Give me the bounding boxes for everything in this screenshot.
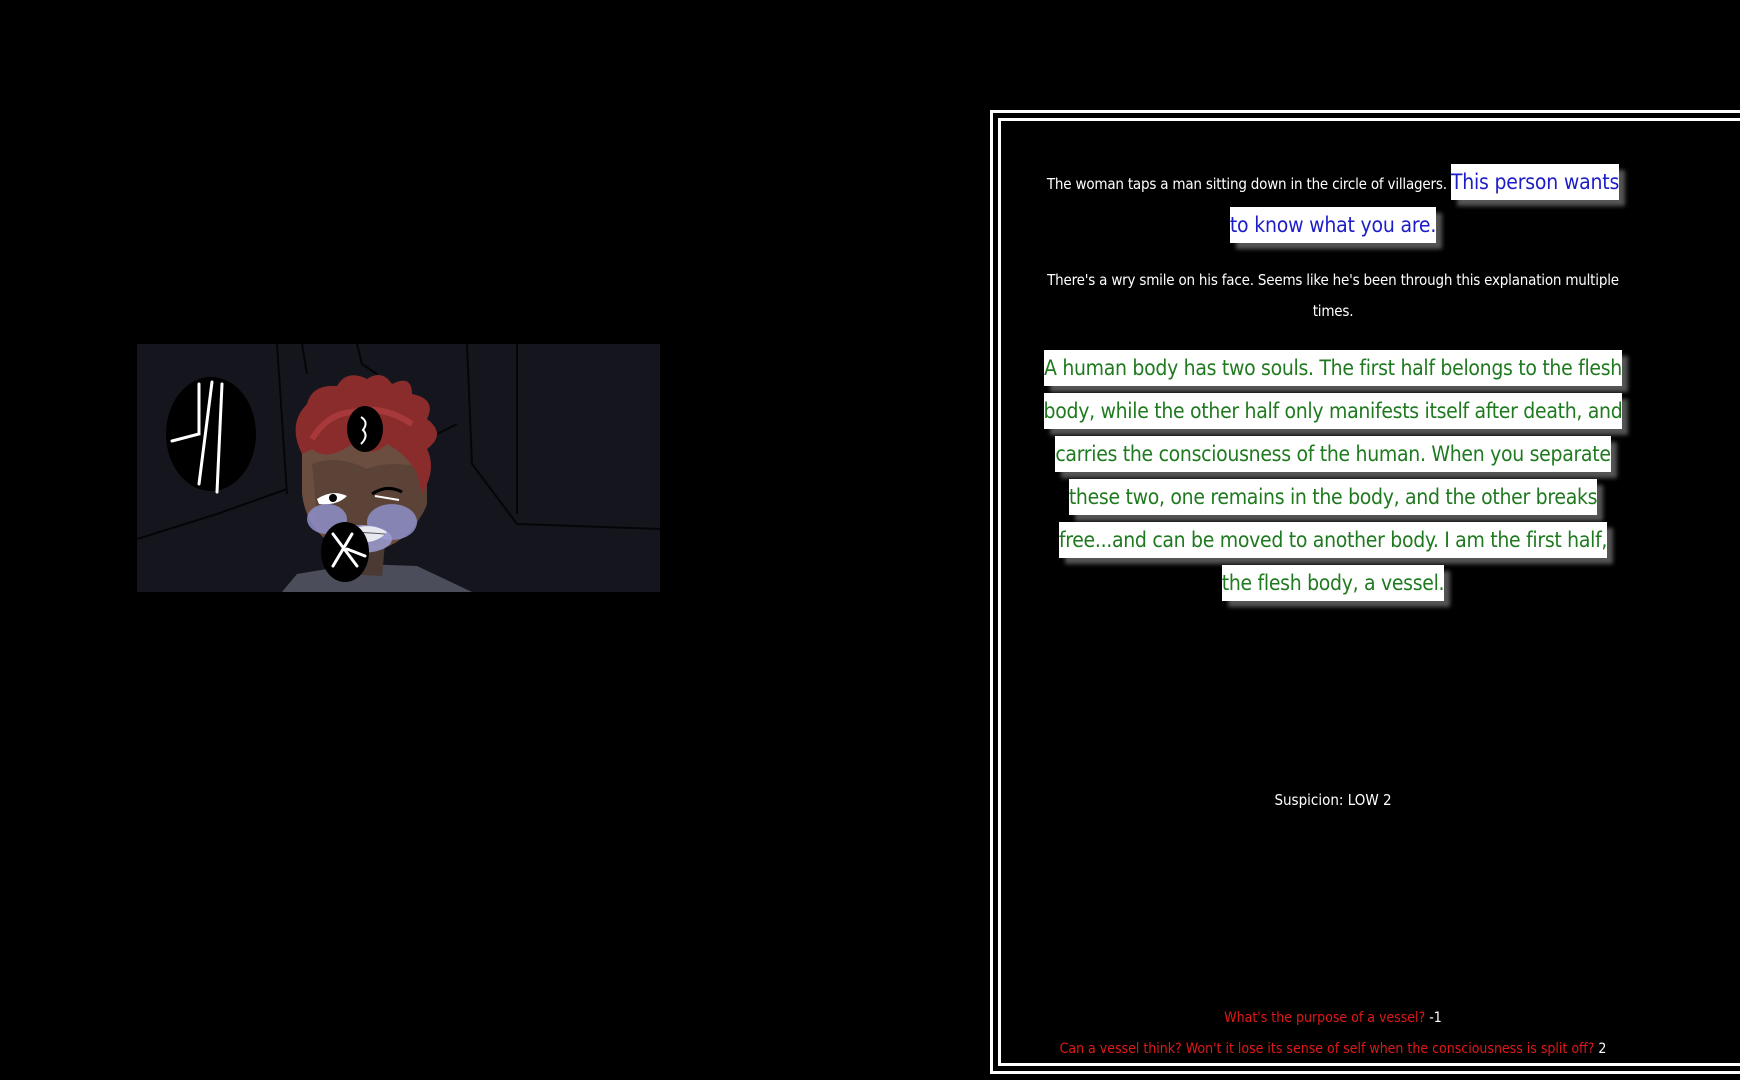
panel-content xyxy=(1043,153,1623,1057)
speech-green-block xyxy=(1043,347,1623,605)
speech-green: A human body has two souls. The first half belongs to the flesh body, while the other half only manifests itself after death, and carries the consciousness of the human. When you separate these two, one remains in the body, and the other breaks free...and can be moved to another body. I am the first half, the flesh body, a vessel. xyxy=(1044,350,1623,601)
narration-text-1: The woman taps a man sitting down in the circle of villagers. xyxy=(1046,175,1447,193)
choice-option-1-cost: -1 xyxy=(1429,1010,1442,1026)
narration-text-2: There's a wry smile on his face. Seems like he's been through this explanation multiple times. xyxy=(1047,271,1619,320)
choice-option-2-cost: 2 xyxy=(1598,1041,1607,1057)
choice-option-2[interactable] xyxy=(1043,1034,1623,1065)
suspicion-meter: Suspicion: LOW 2 xyxy=(1274,791,1392,809)
narration-block-1 xyxy=(1043,161,1623,247)
choice-option-1[interactable] xyxy=(1043,1003,1623,1034)
story-text-panel xyxy=(990,110,1740,1074)
speech-blue: This person wants to know what you are. xyxy=(1230,164,1619,243)
choice-option-1-text[interactable]: What's the purpose of a vessel? xyxy=(1224,1010,1426,1026)
scene-drawing xyxy=(137,344,660,592)
choice-list xyxy=(1043,1003,1623,1065)
scene-illustration xyxy=(137,344,660,592)
choice-option-2-text[interactable]: Can a vessel think? Won't it lose its sense of self when the consciousness is split off? xyxy=(1059,1041,1595,1057)
